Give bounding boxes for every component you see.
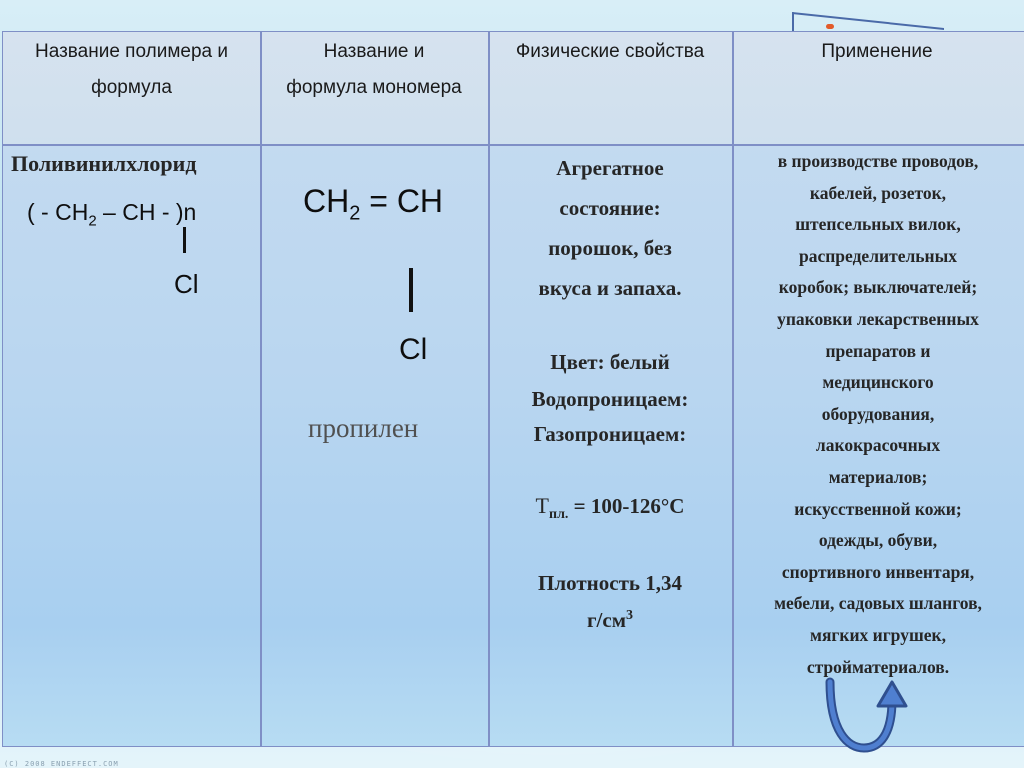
density-unit-text: г/см — [587, 608, 626, 633]
application-line: медицинского — [822, 372, 934, 393]
monomer-formula-subscript: 2 — [349, 202, 361, 225]
property-line: вкуса и запаха. — [538, 276, 682, 300]
monomer-cell — [260, 145, 488, 445]
polymer-formula-subscript: 2 — [88, 212, 97, 230]
application-line: оборудования, — [821, 403, 935, 424]
property-line: Газопроницаем: — [533, 422, 687, 446]
density-line: Плотность 1,34 — [538, 571, 682, 596]
curved-arrow-icon — [818, 676, 918, 756]
polymer-bond-line — [183, 227, 186, 253]
header-properties — [488, 34, 732, 70]
density-superscript: 3 — [626, 608, 633, 624]
density-unit — [488, 603, 732, 633]
application-line: коробок; выключателей; — [778, 277, 978, 298]
polymer-formula — [27, 199, 196, 230]
property-line: состояние: — [559, 196, 661, 220]
decorative-dot — [826, 24, 834, 29]
property-spacer — [488, 308, 732, 342]
polymer-formula-post: – CH - )n — [96, 199, 197, 225]
properties-cell — [488, 145, 732, 633]
applications-cell — [732, 145, 1024, 683]
property-spacer — [488, 452, 732, 486]
melting-label: Т — [535, 493, 549, 518]
monomer-formula-post: = CH — [360, 183, 444, 219]
header-polymer-line1: Название полимера и — [35, 41, 228, 62]
header-monomer-line1: Название и — [323, 41, 425, 62]
application-line: стройматериалов. — [806, 656, 950, 677]
monomer-substituent: Cl — [399, 333, 428, 366]
application-line: штепсельных вилок, — [795, 214, 961, 235]
header-properties-line1: Физические свойства — [515, 41, 705, 62]
application-line: спортивного инвентаря, — [781, 561, 975, 582]
header-monomer-line2: формула мономера — [286, 77, 462, 98]
application-line: мягких игрушек, — [810, 624, 946, 645]
header-polymer-line2: формула — [91, 77, 172, 98]
footer-watermark: (C) 2008 ENDEFFECT.COM — [4, 760, 119, 768]
application-line: мебели, садовых шлангов, — [774, 593, 982, 614]
monomer-name: пропилен — [308, 413, 419, 443]
application-line: лакокрасочных — [815, 435, 941, 456]
application-line: кабелей, розеток, — [809, 182, 947, 203]
application-line: распределительных — [798, 245, 958, 266]
header-polymer — [3, 34, 260, 106]
polymer-substituent: Cl — [174, 269, 199, 299]
polymer-formula-pre: ( - CH — [27, 199, 89, 225]
header-monomer — [260, 34, 488, 106]
application-line: в производстве проводов, — [777, 151, 979, 171]
application-line: материалов; — [828, 466, 928, 487]
header-applications — [732, 34, 1022, 70]
melting-subscript: пл. — [549, 507, 569, 523]
property-line: порошок, без — [548, 236, 672, 260]
monomer-bond-line — [409, 268, 413, 312]
property-line: Агрегатное — [556, 156, 664, 180]
monomer-formula-pre: CH — [303, 183, 350, 219]
property-line: Водопроницаем: — [531, 387, 689, 411]
property-spacer — [488, 535, 732, 563]
property-line: Цвет: белый — [550, 350, 670, 374]
application-line: препаратов и — [825, 340, 931, 361]
polymer-cell — [3, 145, 260, 445]
polymer-table — [2, 31, 1024, 747]
polymer-name: Поливинилхлорид — [11, 151, 197, 176]
application-line: искусственной кожи; — [794, 498, 962, 519]
monomer-formula — [303, 183, 443, 225]
application-line: упаковки лекарственных — [777, 308, 979, 329]
melting-value: = 100-126°С — [568, 494, 685, 518]
application-line: одежды, обуви, — [818, 530, 938, 551]
melting-point — [488, 486, 732, 535]
header-applications-line1: Применение — [821, 41, 933, 62]
